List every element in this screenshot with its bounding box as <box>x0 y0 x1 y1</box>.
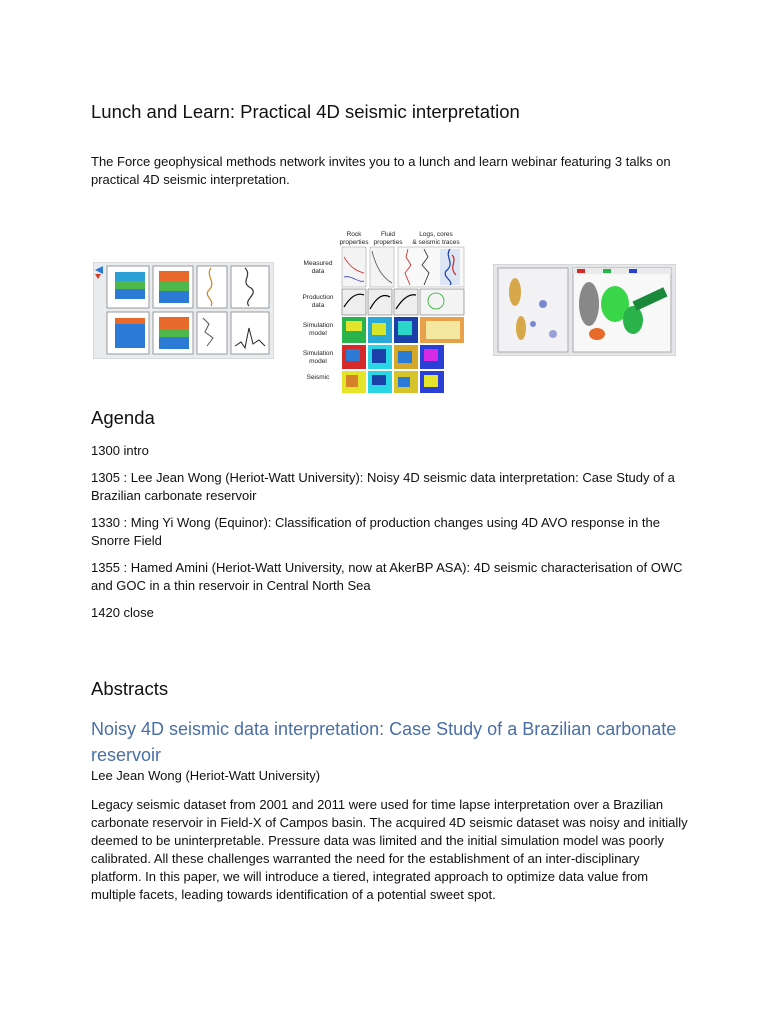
agenda-item: 1420 close <box>91 605 154 620</box>
svg-text:model: model <box>309 330 327 337</box>
svg-text:model: model <box>309 358 327 365</box>
row-label-simulation-1: Simulation <box>302 322 334 329</box>
seismic-map-figure <box>493 264 676 356</box>
svg-text:data: data <box>311 268 325 275</box>
agenda-item: 1305 : Lee Jean Wong (Heriot-Watt University): Noisy 4D seismic data interpretation: Case Study of a Brazilian carbonate reservoir <box>91 470 675 503</box>
agenda-heading: Agenda <box>91 407 155 428</box>
abstract-title: Noisy 4D seismic data interpretation: Case Study of a Brazilian carbonate reservoir <box>91 719 677 765</box>
row-label-seismic: Seismic <box>306 374 330 381</box>
agenda-item: 1355 : Hamed Amini (Heriot-Watt University, now at AkerBP ASA): 4D seismic characterisation of OWC and GOC in a thin reservoir in Central North Sea <box>91 560 683 593</box>
row-label-production: Production <box>302 294 334 301</box>
well-log-figure <box>93 262 274 359</box>
figure-center <box>296 227 468 395</box>
col-header-rock: Rock <box>346 231 362 238</box>
page-title: Lunch and Learn: Practical 4D seismic interpretation <box>91 101 520 122</box>
svg-text:properties: properties <box>339 239 369 246</box>
col-header-fluid: Fluid <box>380 231 396 238</box>
col-header-logs: Logs, cores <box>419 231 453 238</box>
svg-text:data: data <box>311 302 325 309</box>
abstract-author: Lee Jean Wong (Heriot-Watt University) <box>91 768 321 783</box>
row-label-measured: Measured <box>303 260 333 267</box>
abstract-body: Legacy seismic dataset from 2001 and 2011 were used for time lapse interpretation over a Brazilian carbonate reservoir in Field-X of Campos basin. The acquired 4D seismic dataset was noisy and initially deemed to be uninterpretable. Pressure data was limited and the initial simulation model was poorly calibrated. All these challenges warranted the need for the establishment of an inter-disciplinary platform. In this paper, we will introduce a tiered, integrated approach to optimize data value from multiple facets, leading towards identification of a potential sweet spot. <box>91 797 688 902</box>
row-label-simulation-2: Simulation <box>302 350 334 357</box>
agenda-item: 1300 intro <box>91 443 149 458</box>
workflow-matrix-figure <box>296 227 468 395</box>
svg-text:properties: properties <box>373 239 403 246</box>
figure-right <box>493 264 676 356</box>
agenda-item: 1330 : Ming Yi Wong (Equinor): Classification of production changes using 4D AVO response in the Snorre Field <box>91 515 660 548</box>
intro-paragraph: The Force geophysical methods network invites you to a lunch and learn webinar featuring 3 talks on practical 4D seismic interpretation. <box>91 154 671 187</box>
figure-left <box>93 262 274 359</box>
svg-text:& seismic traces: & seismic traces <box>412 239 460 246</box>
abstracts-heading: Abstracts <box>91 678 169 699</box>
